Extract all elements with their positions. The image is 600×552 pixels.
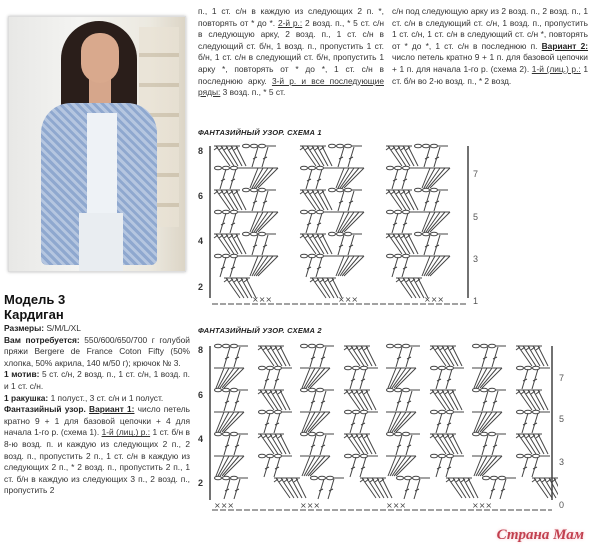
- row1-label: 1-й (лиц.) р.:: [101, 427, 151, 438]
- right-text-c: 1 ст. б/н во 2-ю возд. п., * 2 возд.: [392, 63, 589, 86]
- schema1-row-label: 7: [473, 169, 479, 179]
- schema2-row-label: 7: [559, 373, 565, 383]
- right-text-b: число петель кратно 9 + 1 п. для базовой цепочки + 1 п. для начала 1-го р. (схема 2).: [392, 52, 588, 74]
- instructions-middle-column: [198, 6, 384, 99]
- schema1-row-label: 3: [473, 254, 479, 264]
- svg-text:×××: ×××: [424, 295, 445, 304]
- crochet-chart-schema1: [196, 140, 479, 315]
- instructions-right-column: [392, 6, 588, 87]
- variant1-label: Вариант 1:: [89, 404, 135, 415]
- middle-text-c: 3 возд. п., * 5 ст.: [222, 87, 286, 98]
- schema1-row-label: 5: [473, 212, 479, 222]
- svg-text:×××: ×××: [214, 501, 235, 510]
- schema1-row-label: 6: [198, 191, 204, 201]
- sizes-label: Размеры:: [4, 323, 45, 333]
- middle-text-a: п., 1 ст. с/н в каждую из следующих 2 п. *, повторять от * до *.: [198, 6, 384, 28]
- row1-text: 1 ст. б/н в 8-ю возд. п. и каждую из следующих 2 п., 2 возд. п., пропустить 2 п., 1 ст. с/н в каждую из следующих 2 п., * 2 возд. п., пропустить 2 п., 1 ст. б/н в каждую из следующих 3 п., 2 возд. п., пропустить 2: [4, 427, 190, 496]
- white-pants: [79, 213, 123, 271]
- schema2-title: ФАНТАЗИЙНЫЙ УЗОР. СХЕМА 2: [198, 326, 322, 335]
- sizes-value: S/M/L/XL: [46, 323, 81, 333]
- schema2-row-label: 6: [198, 390, 204, 400]
- model-heading: [4, 292, 65, 322]
- watermark-logo: Страна Мам: [496, 527, 584, 543]
- schema1-row-label: 4: [198, 236, 204, 246]
- schema2-row-label: 5: [559, 414, 565, 424]
- shell-value: 1 полуст., 3 ст. с/н и 1 полуст.: [50, 392, 164, 403]
- svg-text:×××: ×××: [472, 501, 493, 510]
- shell-label: 1 ракушка:: [4, 392, 49, 403]
- variant1-text: число петель кратно 9 + 1 для базовой цепочки + 4 для начала 1-го р. (схема 1).: [4, 404, 191, 438]
- schema1-title: ФАНТАЗИЙНЫЙ УЗОР. СХЕМА 1: [198, 128, 322, 137]
- model-subtitle: Кардиган: [4, 307, 64, 322]
- schema2-row-label: 4: [198, 434, 204, 444]
- row2-label: 2-й р.:: [277, 17, 303, 28]
- schema2-row-label: 0: [559, 500, 565, 510]
- right-row1-label: 1-й (лиц.) р.:: [531, 63, 581, 74]
- schema1-row-label: 8: [198, 146, 204, 156]
- motif-label: 1 мотив:: [4, 369, 40, 380]
- cardigan-photo: [8, 16, 186, 272]
- materials-value: 550/600/650/700 г голубой пряжи Bergere de France Coton Fifty (50% хлопка, 50% акрила, 140 м/50 г); крючок № 3.: [4, 334, 190, 368]
- crochet-chart-schema2: [196, 340, 558, 518]
- schema2-row-label: 2: [198, 478, 204, 488]
- svg-text:×××: ×××: [338, 295, 359, 304]
- motif-value: 5 ст. с/н, 2 возд. п., 1 ст. с/н, 1 возд. п. и 1 ст. с/н.: [4, 369, 190, 391]
- schema2-row-label: 3: [559, 457, 565, 467]
- svg-text:×××: ×××: [300, 501, 321, 510]
- instructions-left-column: [4, 323, 190, 497]
- schema2-row-label: 8: [198, 345, 204, 355]
- schema1-row-label: 2: [198, 282, 204, 292]
- variant2-label: Вариант 2:: [541, 40, 589, 51]
- right-text-a: с/н под следующую арку из 2 возд. п., 2 возд. п., 1 ст. с/н в следующий ст. с/н, 1 возд. п., пропустить 1 ст. с/н, 1 ст. с/н в следующий ст. с/н *, повторять от * до *, 1 ст. с/н в последнюю п.: [392, 6, 588, 51]
- model-title: Модель 3: [4, 292, 66, 307]
- row3-label: 3-й р. и все последующие ряды:: [198, 75, 384, 98]
- svg-text:×××: ×××: [386, 501, 407, 510]
- svg-text:×××: ×××: [252, 295, 273, 304]
- materials-label: Вам потребуется:: [4, 334, 80, 345]
- schema1-row-label: 1: [473, 296, 479, 306]
- middle-text-b: 2 возд. п., * 5 ст. с/н в следующую арку, 2 возд. п., 1 ст. с/н в следующий ст. б/н, 1 возд. п., пропустить 1 ст. б/н, 1 ст. с/н в следующий ст. б/н, пропустить 1 арку *, повторять от * до *, 1 ст. с/н в последнюю арку.: [198, 17, 385, 86]
- model-face: [81, 33, 119, 83]
- pattern-label: Фантазийный узор.: [4, 404, 86, 415]
- white-top: [87, 113, 117, 213]
